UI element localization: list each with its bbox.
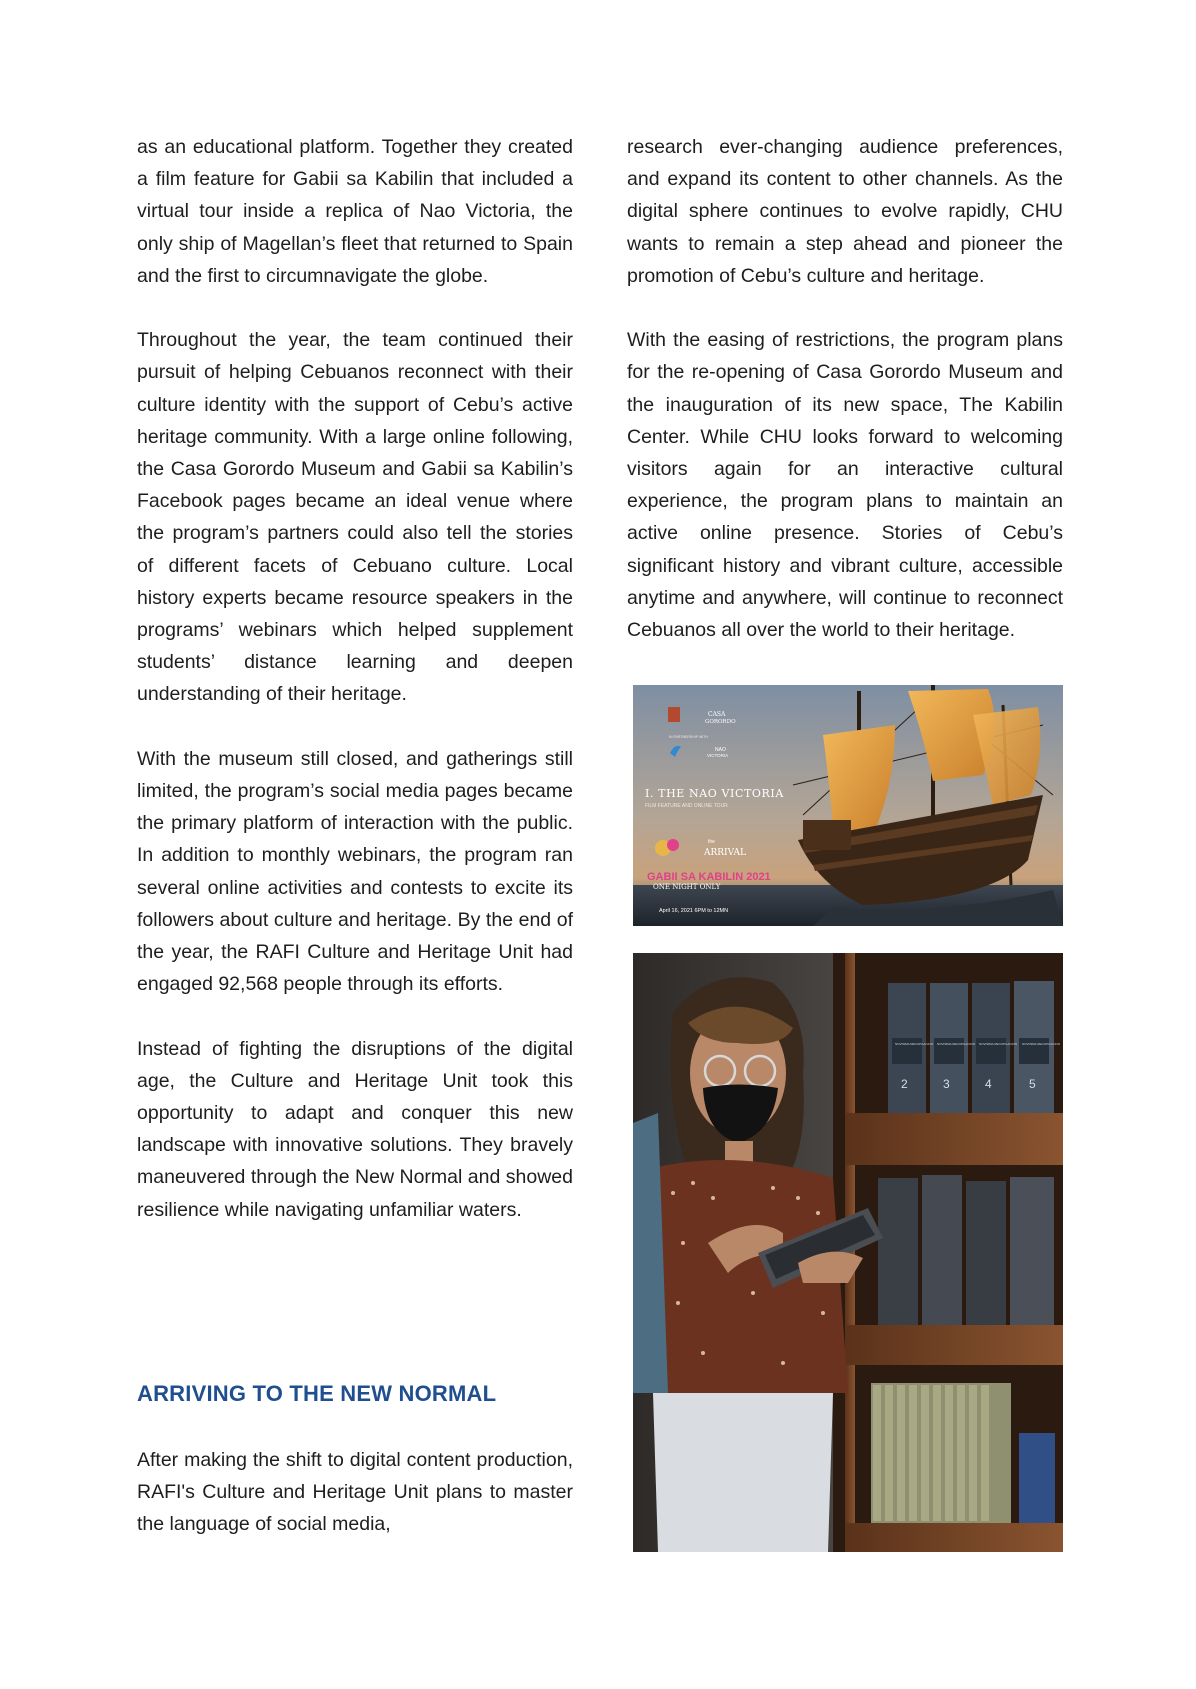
body-paragraph: With the museum still closed, and gatherings still limited, the program’s social media pages became the primary platform of interaction with the public. In addition to monthly webinars, the program ran several online activities and contests to excite its followers about culture and heritage. By the end of the year, the RAFI Culture and Heritage Unit had engaged 92,568 people through its efforts. [137,747,573,996]
book-row-middle [878,1175,1054,1325]
body-paragraph: as an educational platform. Together they created a film feature for Gabii sa Kabilin that included a virtual tour inside a replica of Nao Victoria, the only ship of Magellan’s fleet that returned to Spain and the first to circumnavigate the globe. [137,136,573,287]
event-tag: ONE NIGHT ONLY [653,883,721,891]
right-column [627,131,1063,646]
body-paragraph: After making the shift to digital content production, RAFI's Culture and Heritage Unit plans to master the language of social media, [137,1449,573,1536]
student-bookshelf-photo [633,953,1063,1552]
event-date: April 16, 2021 6PM to 12MN [659,908,729,914]
section-heading: ARRIVING TO THE NEW NORMAL [137,1381,497,1406]
arrival-small-text: the [708,839,715,845]
closing-text [137,1444,573,1541]
logo-casa-text: CASA [708,711,726,718]
poster-title: I. THE NAO VICTORIA [645,787,784,800]
left-column [137,131,573,1226]
book-spine-label: NOVISIMA RECOPILACION [937,1042,976,1046]
volume-number: 2 [901,1077,908,1091]
book-spine-label: NOVISIMA RECOPILACION [979,1042,1018,1046]
poster-subtitle: FILM FEATURE AND ONLINE TOUR [645,803,728,809]
logo-gorordo-text: GORORDO [705,719,736,725]
body-paragraph: research ever-changing audience preferences, and expand its content to other channels. As the digital sphere continues to evolve rapidly, CHU wants to remain a step ahead and pioneer the promotion of Cebu’s culture and heritage. [627,136,1063,287]
book-spine-label: NOVISIMA RECOPILACION [895,1042,934,1046]
arrival-text: ARRIVAL [704,848,746,858]
student-tablet-illustration [633,953,1063,1552]
nao-victoria-poster [633,685,1063,926]
logo-victoria-text: VICTORIA [707,753,729,758]
ship-illustration [633,685,1063,926]
partner-line: IN PARTNERSHIP WITH [669,735,708,739]
body-paragraph: Instead of fighting the disruptions of the digital age, the Culture and Heritage Unit took this opportunity to adapt and conquer this new landscape with innovative solutions. They bravely maneuvered through the New Normal and showed resilience while navigating unfamiliar waters. [137,1037,573,1221]
body-paragraph: Throughout the year, the team continued their pursuit of helping Cebuanos reconnect with their culture identity with the support of Cebu’s active heritage community. With a large online following, the Casa Gorordo Museum and Gabii sa Kabilin’s Facebook pages became an ideal venue where the program’s partners could also tell the stories of different facets of Cebuano culture. Local history experts became resource speakers in the programs’ webinars which helped supplement students’ distance learning and deepen understanding of their heritage. [137,329,573,706]
book-row-top [888,981,1060,1113]
book-spine-label: NOVISIMA RECOPILACION [1022,1042,1061,1046]
volume-number: 3 [943,1077,950,1091]
body-paragraph: With the easing of restrictions, the program plans for the re-opening of Casa Gorordo Museum and the inauguration of its new space, The Kabilin Center. While CHU looks forward to welcoming visitors again for an interactive cultural experience, the program plans to maintain an active online presence. Stories of Cebu’s significant history and vibrant culture, accessible anytime and anywhere, will continue to reconnect Cebuanos all over the world to their heritage. [627,329,1063,642]
volume-number: 4 [985,1077,992,1091]
logo-nao-text: NAO [715,747,726,753]
event-name: GABII SA KABILIN 2021 [647,871,771,883]
seal-icon [668,707,680,722]
volume-number: 5 [1029,1077,1036,1091]
